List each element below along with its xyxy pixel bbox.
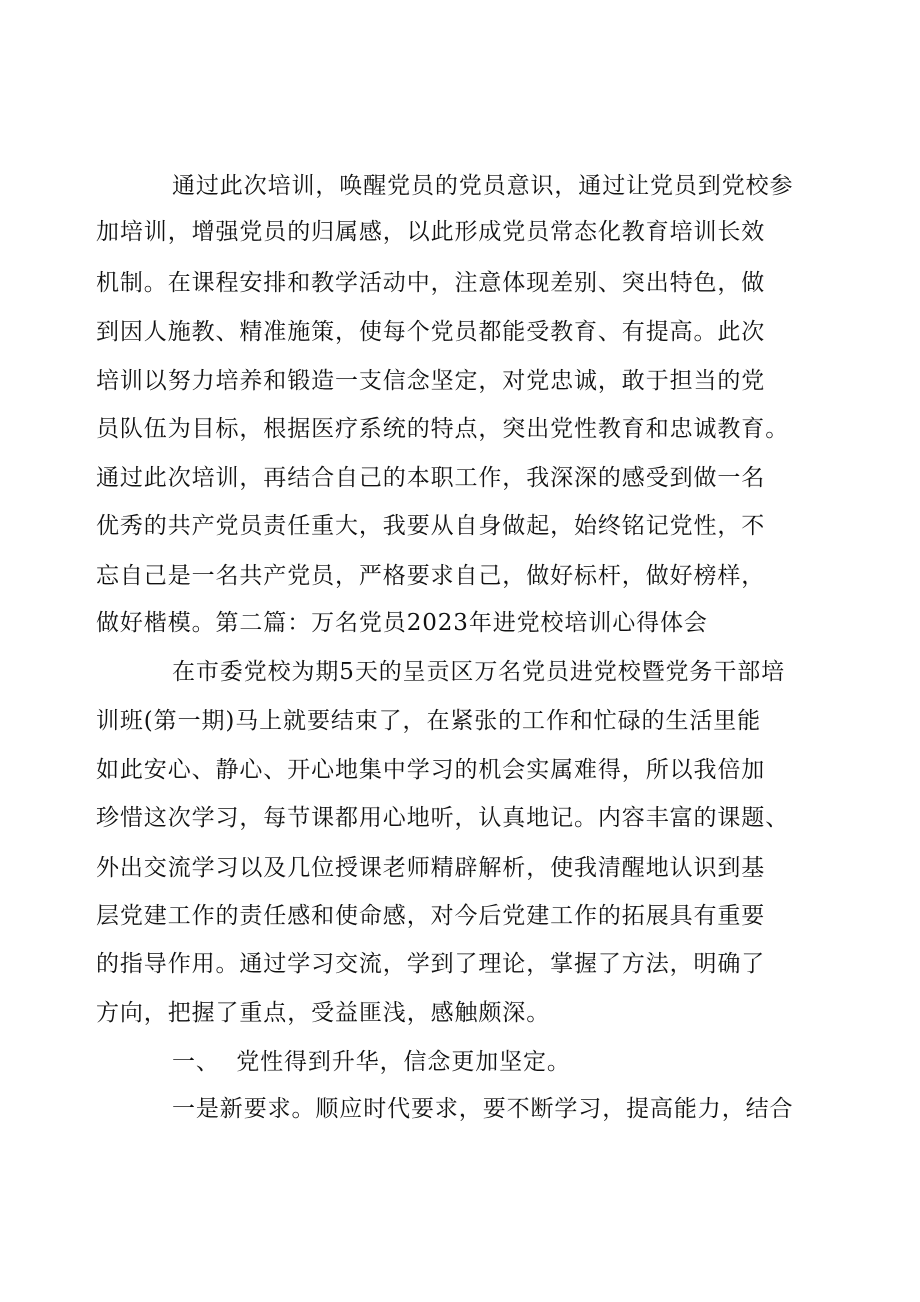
- text-line: 员队伍为目标，根据医疗系统的特点，突出党性教育和忠诚教育。: [96, 416, 790, 442]
- text-line: 加培训，增强党员的归属感，以此形成党员常态化教育培训长效: [96, 219, 766, 245]
- text-line: 机制。在课程安排和教学活动中，注意体现差别、突出特色，做: [96, 270, 766, 296]
- text-line: 的指导作用。通过学习交流，学到了理论，掌握了方法，明确了: [96, 951, 766, 977]
- text-line: 优秀的共产党员责任重大，我要从自身做起，始终铭记党性，不: [96, 513, 766, 539]
- text-line: 方向，把握了重点，受益匪浅，感触颇深。: [96, 1000, 551, 1026]
- section-heading: 一、 党性得到升华，信念更加坚定。: [172, 1049, 571, 1075]
- text-line: 在市委党校为期5天的呈贡区万名党员进党校暨党务干部培: [172, 659, 786, 685]
- text-line: 外出交流学习以及几位授课老师精辟解析，使我清醒地认识到基: [96, 855, 766, 881]
- text-line: 一是新要求。顺应时代要求，要不断学习，提高能力，结合: [172, 1096, 794, 1122]
- text-line: 忘自己是一名共产党员，严格要求自己，做好标杆，做好榜样，: [96, 563, 766, 589]
- text-line: 通过此次培训，唤醒党员的党员意识，通过让党员到党校参: [172, 173, 794, 199]
- text-line: 如此安心、静心、开心地集中学习的机会实属难得，所以我倍加: [96, 757, 766, 783]
- text-line: 做好楷模。第二篇：万名党员2023年进党校培训心得体会: [96, 610, 708, 636]
- text-line: 到因人施教、精准施策，使每个党员都能受教育、有提高。此次: [96, 319, 766, 345]
- text-line: 层党建工作的责任感和使命感，对今后党建工作的拓展具有重要: [96, 903, 766, 929]
- text-line: 通过此次培训，再结合自己的本职工作，我深深的感受到做一名: [96, 465, 766, 491]
- text-line: 培训以努力培养和锻造一支信念坚定，对党忠诚，敢于担当的党: [96, 368, 766, 394]
- text-line: 训班(第一期)马上就要结束了，在紧张的工作和忙碌的生活里能: [96, 708, 762, 734]
- text-line: 珍惜这次学习，每节课都用心地听，认真地记。内容丰富的课题、: [96, 805, 790, 831]
